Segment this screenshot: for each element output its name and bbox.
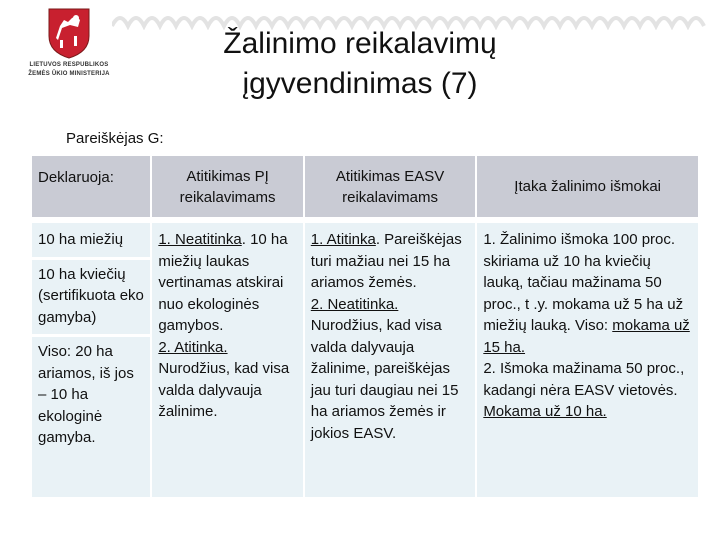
- pi-point1-text: . 10 ha miežių laukas vertinamas atskirai nuo ekologinės gamybos.: [158, 231, 288, 334]
- easv-compliance-cell: [305, 223, 476, 497]
- table-row: [32, 223, 698, 497]
- impact-point1-text: 1. Žalinimo išmoka 100 proc. skiriama už 10 ha kviečių lauką, tačiau mažinama 50 proc., t .y. mokama už 5 ha už miežių lauką. Viso:: [483, 231, 684, 334]
- pi-compliance-cell: [152, 223, 302, 497]
- header-declares: Deklaruoja:: [32, 156, 150, 217]
- header-pi-compliance: Atitikimas PĮ reikalavimams: [152, 156, 302, 217]
- easv-point2-text: Nurodžius, kad visa valda dalyvauja žalinime, pareiškėjas jau turi daugiau nei 15 ha ariamos žemės ir jokios EASV.: [310, 317, 459, 442]
- impact-point1-result: mokama už 15 ha.: [483, 317, 690, 356]
- logo-text-line2: ŽEMĖS ŪKIO MINISTERIJA: [28, 71, 110, 77]
- easv-point1-text: . Pareiškėjas turi mažiau nei 15 ha ariamos žemės.: [310, 231, 462, 291]
- header-greening-impact: Įtaka žalinimo išmokai: [477, 156, 698, 217]
- declared-wheat: 10 ha kviečių (sertifikuota eko gamyba): [38, 264, 146, 335]
- title-line1: Žalinimo reikalavimų: [223, 27, 497, 60]
- greening-impact-cell: [477, 223, 698, 497]
- logo-text-line1: LIETUVOS RESPUBLIKOS: [29, 62, 109, 68]
- pi-point1-status: 1. Neatitinka: [158, 231, 242, 248]
- pi-point2-text: Nurodžius, kad visa valda dalyvauja žalinime.: [158, 360, 290, 420]
- header-easv-compliance: Atitikimas EASV reikalavimams: [305, 156, 476, 217]
- requirements-table: [30, 156, 700, 497]
- declared-cell: [32, 223, 150, 497]
- title-line2: įgyvendinimas (7): [242, 67, 478, 100]
- impact-point2-result: Mokama už 10 ha.: [483, 403, 607, 420]
- page-title: [130, 24, 590, 104]
- easv-point2-status: 2. Neatitinka.: [310, 295, 399, 313]
- easv-point1-status: 1. Atitinka: [310, 231, 376, 248]
- applicant-label: Pareiškėjas G:: [66, 130, 164, 147]
- declared-total: Viso: 20 ha ariamos, iš jos – 10 ha ekologinė gamyba.: [38, 341, 146, 455]
- pi-point2-status: 2. Atitinka.: [158, 338, 228, 356]
- table-header-row: [32, 156, 698, 217]
- declared-barley: 10 ha miežių: [38, 229, 146, 257]
- coat-of-arms-icon: [46, 6, 92, 60]
- ministry-logo: [14, 6, 124, 98]
- impact-point2-text: 2. Išmoka mažinama 50 proc., kadangi nėra EASV vietovės.: [483, 360, 685, 399]
